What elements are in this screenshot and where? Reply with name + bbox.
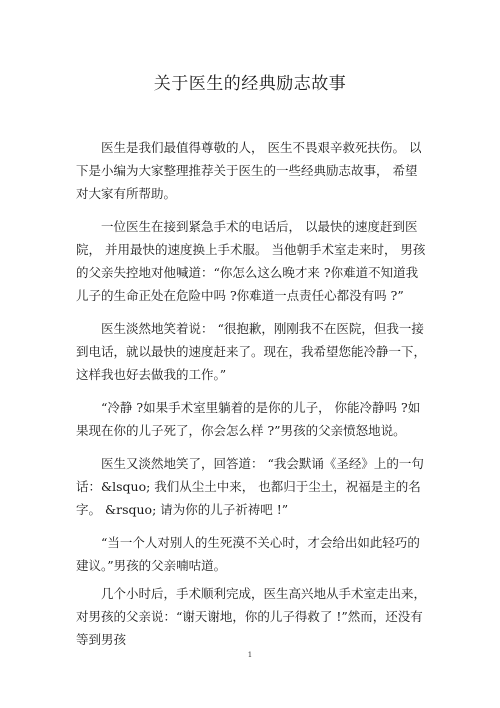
paragraph-7: 几个小时后，手术顺利完成，医生高兴地从手术室走出来，对男孩的父亲说：“谢天谢地，你的儿子得救了 !”然而，还没有等到男孩 <box>76 586 427 647</box>
paragraph-3: 医生淡然地笑着说： “很抱歉，刚刚我不在医院，但我一接到电话，就以最快的速度赶来了。现在，我希望您能冷静一下，这样我也好去做我的工作。” <box>76 321 427 382</box>
paragraph-6: “当一个人对别人的生死漠不关心时，才会给出如此轻巧的建议。”男孩的父亲喃咕道。 <box>76 535 420 573</box>
body-text <box>76 136 428 651</box>
page-number: 1 <box>247 651 253 659</box>
paragraph-1: 医生是我们最值得尊敬的人， 医生不畏艰辛救死扶伤。 以下是小编为大家整理推荐关于医生的一些经典励志故事， 希望对大家有所帮助。 <box>76 140 422 201</box>
paragraph-5: 医生又淡然地笑了，回答道： “我会默诵《圣经》上的一句话：&lsquo; 我们从尘土中来， 也都归于尘土，祝福是主的名字。 &rsquo; 请为你的儿子祈祷吧 !” <box>76 456 424 517</box>
paragraph-2: 一位医生在接到紧急手术的电话后， 以最快的速度赶到医院， 并用最快的速度换上手术服。 当他朝手术室走来时， 男孩的父亲失控地对他喊道：“你怎么这么晚才来 ?你难道不知道我儿子的生命正处在危险中吗 ?你难道一点责任心都没有吗 ?” <box>76 219 426 303</box>
paragraph-4: “冷静 ?如果手术室里躺着的是你的儿子， 你能冷静吗 ?如果现在你的儿子死了，你会怎么样 ?”男孩的父亲愤怒地说。 <box>76 400 421 438</box>
page-title: 关于医生的经典励志故事 <box>153 74 347 94</box>
